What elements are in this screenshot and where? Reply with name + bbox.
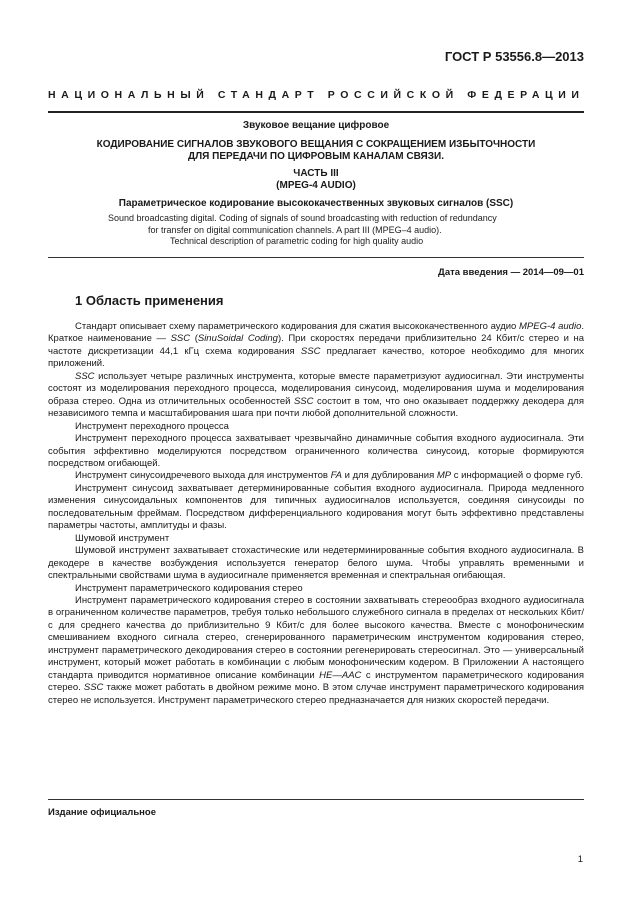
footer-rule — [48, 799, 584, 800]
paragraph-6: Шумовой инструмент захватывает стохастические или недетерминированные события входного аудиосигнала. В декодере в качестве возбуждения используется генератор белого шума. Чтобы управлять временными и спектральными свойствами шума в аудиосигнале применяется временная и спектральная огибающая. — [48, 545, 584, 582]
page-number: 1 — [577, 854, 583, 865]
paragraph-7: Инструмент параметрического кодирования стерео в состоянии захватывать стереообраз входного аудиосигнала в ограниченном количестве параметров, требуя только небольшого служебного сигнала в пределах от нескольких Кбит/с для среднего качества до приблизительно 9 Кбит/с для более высокого качества. Вместе с монофоническим смешиванием входного сигнала стерео, сгенерированного параметрическим инструментом кодирования стерео, инструмент параметрического декодирования стерео в состоянии регенерировать стереосигнал. Это — универсальный инструмент, который может работать в комбинации с любым монофоническим кодером. В Приложении А настоящего стандарта приводится нормативное описание комбинации HE—AAC с инструментом параметрического кодирования стерео. SSC также может работать в двойном режиме моно. В этом случае инструмент параметрического кодирования стерео не используется. Инструмент параметрического стерео предназначается для низких скоростей передачи. — [48, 594, 584, 706]
header-rule — [48, 111, 584, 113]
introduction-date: Дата введения — 2014—09—01 — [438, 267, 584, 278]
official-edition: Издание официальное — [48, 807, 156, 818]
heading-noise-tool: Шумовой инструмент — [75, 532, 170, 544]
subtitle: Параметрическое кодирование высококачественных звуковых сигналов (SSC) — [118, 198, 514, 209]
heading-stereo-tool: Инструмент параметрического кодирования стерео — [75, 582, 303, 594]
english-title — [48, 213, 584, 248]
section-body — [48, 321, 584, 707]
category-title: Звуковое вещание цифровое — [242, 120, 390, 131]
standard-code: ГОСТ Р 53556.8—2013 — [444, 49, 584, 64]
english-title-line-3: Technical description of parametric coding for high quality audio — [170, 236, 424, 246]
part-title: ЧАСТЬ III — [293, 168, 339, 179]
paragraph-5: Инструмент синусоид захватывает детерминированные события входного аудиосигнала. Природа медленного изменения синусоидальных компонентов для типичных аудиосигналов используется, соединяя синусоиды по последовательным фреймам. Посредством дифференциального кодирования могут быть эффективно представлены параметры частоты, амплитуды и фазы. — [48, 482, 584, 532]
paragraph-2: SSC использует четыре различных инструмента, которые вместе параметризуют аудиосигнал. Эти инструменты состоят из моделирования переходного процесса, моделирования синусоид, моделирования шума и моделирования образа стерео. Одна из отличительных особенностей SSC состоит в том, что оно оказывает поддержку декодера для независимого темпа и масштабирования шага при почти любой дополнительной сложности. — [48, 370, 584, 420]
paragraph-4: Инструмент синусоидречевого выхода для инструментов FA и для дублирования MP с информацией о форме губ. — [75, 470, 584, 482]
title-rule — [48, 257, 584, 258]
part-subtitle: (MPEG-4 AUDIO) — [276, 180, 356, 191]
main-title-line-1: КОДИРОВАНИЕ СИГНАЛОВ ЗВУКОВОГО ВЕЩАНИЯ С СОКРАЩЕНИЕМ ИЗБЫТОЧНОСТИ — [96, 139, 536, 150]
main-title-line-2: ДЛЯ ПЕРЕДАЧИ ПО ЦИФРОВЫМ КАНАЛАМ СВЯЗИ. — [188, 151, 444, 162]
paragraph-3: Инструмент переходного процесса захватывает чрезвычайно динамичные события входного аудиосигнала. Эти события эффективно моделируются посредством ограниченного количества синусоид, которые формируются посредством огибающей. — [48, 433, 584, 469]
english-title-line-2: for transfer on digital communication channels. A part III (MPEG–4 audio). — [148, 224, 442, 235]
heading-transient-tool: Инструмент переходного процесса — [75, 420, 229, 432]
paragraph-1: Стандарт описывает схему параметрического кодирования для сжатия высококачественного аудио MPEG-4 audio. Краткое наименование — SSC (SinuSoidal Coding). При скоростях передачи приблизительно 24 Кбит/с стерео и на частоте дискретизации 44,1 кГц схема кодирования SSC предлагает качество, которое необходимо для многих приложений. — [48, 321, 584, 370]
section-heading: 1 Область применения — [75, 293, 224, 308]
national-standard-banner: НАЦИОНАЛЬНЫЙ СТАНДАРТ РОССИЙСКОЙ ФЕДЕРАЦИИ — [48, 89, 585, 101]
english-title-line-1: Sound broadcasting digital. Coding of signals of sound broadcasting with reduction of redundancy — [108, 213, 497, 223]
